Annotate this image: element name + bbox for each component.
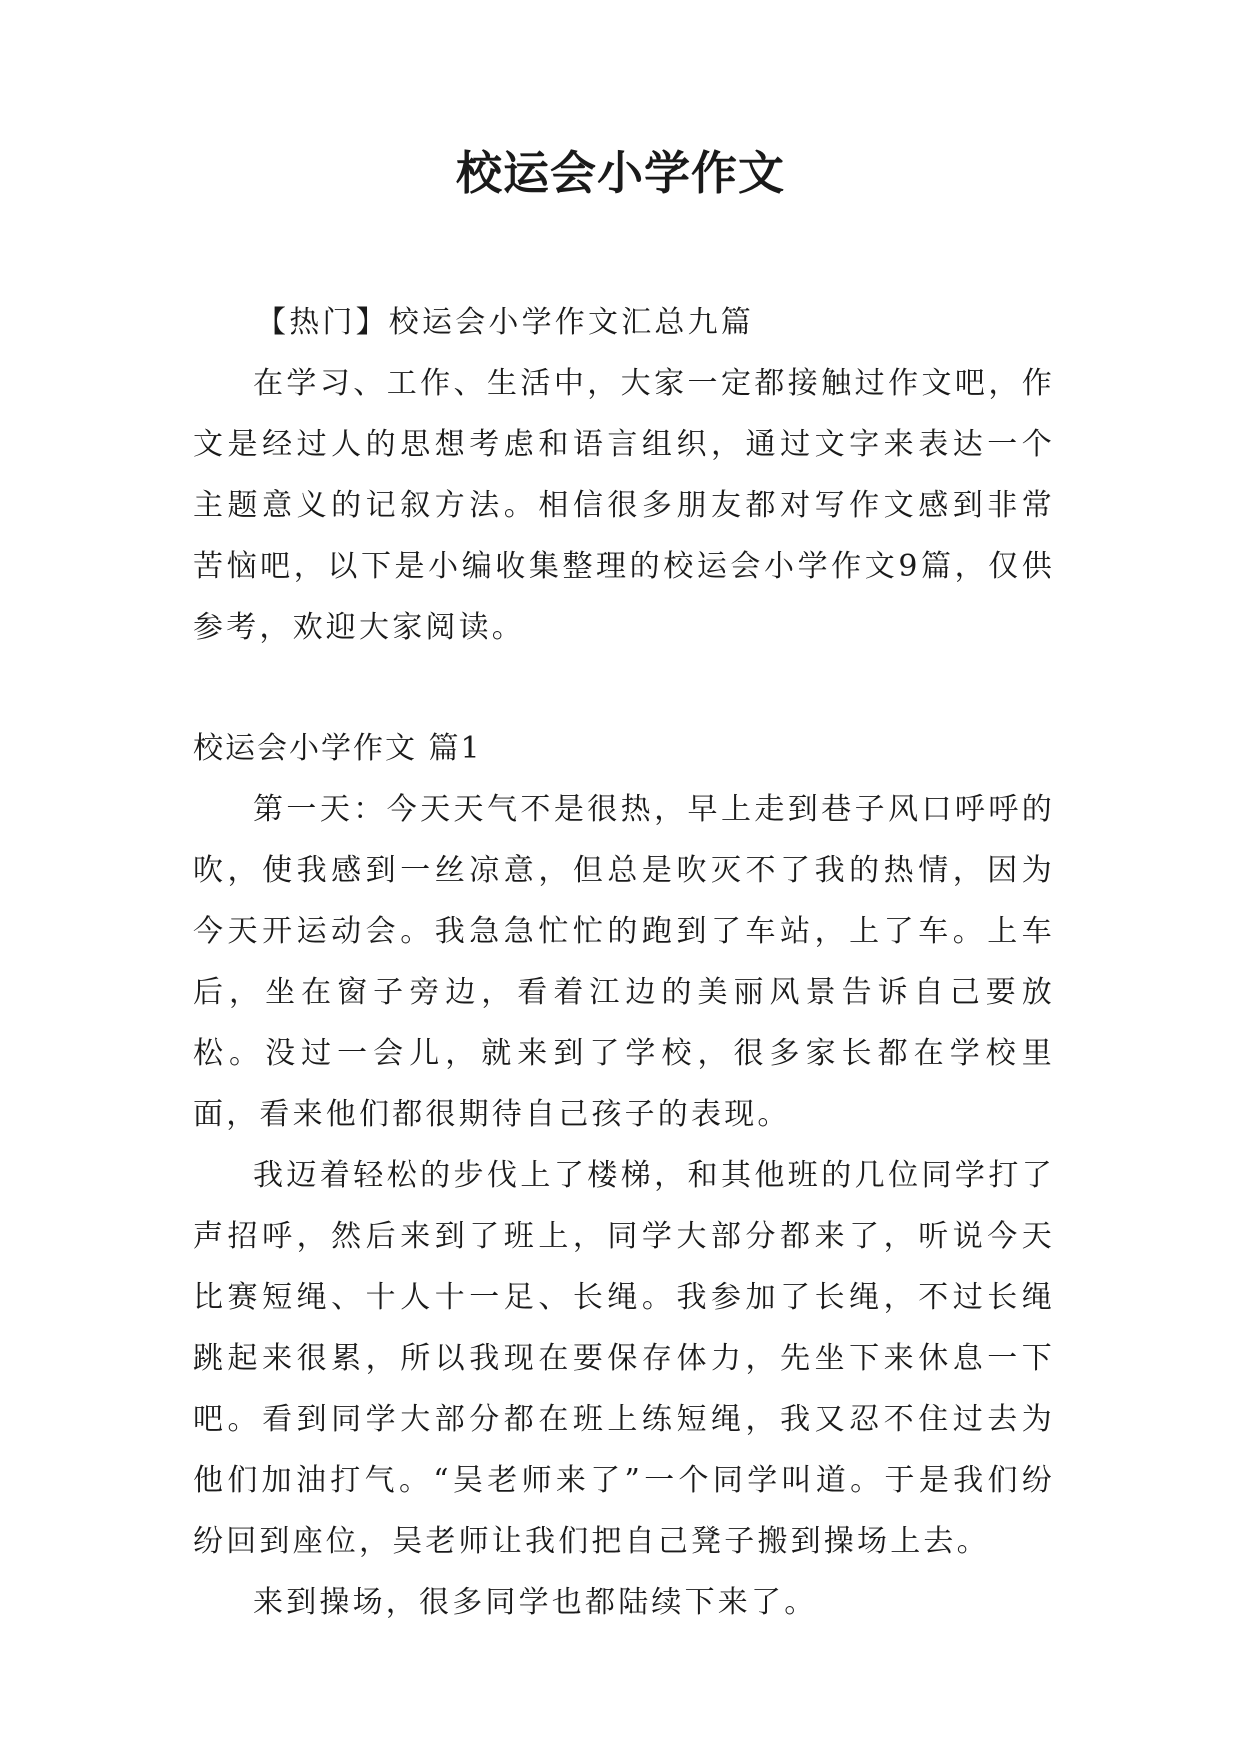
body-paragraph-2: 我迈着轻松的步伐上了楼梯，和其他班的几位同学打了声招呼，然后来到了班上，同学大部分都来了，听说今天比赛短绳、十人十一足、长绳。我参加了长绳，不过长绳跳起来很累，所以我现在要保存体力，先坐下来休息一下吧。看到同学大部分都在班上练短绳，我又忍不住过去为他们加油打气。“吴老师来了”一个同学叫道。于是我们纷纷回到座位，吴老师让我们把自己凳子搬到操场上去。 — [193, 1158, 1055, 1559]
intro-heading: 【热门】校运会小学作文汇总九篇 — [256, 305, 754, 340]
document-title: 校运会小学作文 — [456, 146, 785, 200]
body-paragraph-3: 来到操场，很多同学也都陆续下来了。 — [253, 1585, 818, 1620]
intro-paragraph: 在学习、工作、生活中，大家一定都接触过作文吧，作文是经过人的思想考虑和语言组织，通过文字来表达一个主题意义的记叙方法。相信很多朋友都对写作文感到非常苦恼吧，以下是小编收集整理的校运会小学作文9篇，仅供参考，欢迎大家阅读。 — [193, 366, 1055, 645]
document-body — [193, 292, 1055, 1633]
section-heading: 校运会小学作文 篇1 — [193, 731, 482, 766]
body-paragraph-1: 第一天：今天天气不是很热，早上走到巷子风口呼呼的吹，使我感到一丝凉意，但总是吹灭不了我的热情，因为今天开运动会。我急急忙忙的跑到了车站，上了车。上车后，坐在窗子旁边，看着江边的美丽风景告诉自己要放松。没过一会儿，就来到了学校，很多家长都在学校里面，看来他们都很期待自己孩子的表现。 — [193, 792, 1055, 1132]
